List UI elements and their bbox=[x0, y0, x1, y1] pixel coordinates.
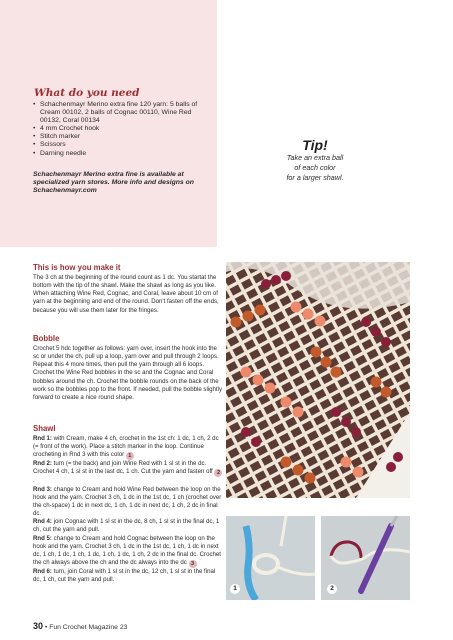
footer-bullet: • bbox=[44, 624, 48, 631]
page-footer bbox=[33, 621, 127, 631]
materials-note: Schachenmayr Merino extra fine is available at specialized yarn stores. More info and designs on Schachenmayr.com bbox=[33, 171, 194, 195]
step-badge: 2 bbox=[214, 469, 222, 477]
shawl-illustration bbox=[226, 262, 410, 498]
round-text: change to Cream and hold Cognac between the loop on the hook and the yarn. Crochet 3 ch, 1 dc in the 1st dc, 1 ch, 1 dc in next dc, 1 ch, 1 dc, 1 ch, 1 dc, 1 ch, 1 dc, 1 ch, 2 dc in the final dc. Crochet the ch always above the ch and the dc always into the dc bbox=[33, 534, 221, 567]
photo-number: 1 bbox=[230, 584, 240, 594]
how-paragraph: The 3 ch at the beginning of the round count as 1 dc. You startat the bottom with the tip of the shawl. Make the shawl as long as you like. When attaching Wine Red, Cognac, and Coral, leave about 10 cm of yarn at the beginning and end of the round. Don't fasten off the ends, because you will use them later for the fringes. bbox=[33, 274, 219, 314]
shawl-heading: Shawl bbox=[33, 424, 56, 433]
round-text: turn (= the back) and join Wine Red with 1 sl st in the dc. Crochet 4 ch, 1 sl st in the last dc, 1 ch. Cut the yarn and fasten off bbox=[33, 460, 213, 476]
round-label: Rnd 1: bbox=[33, 435, 52, 442]
list-item: • Stitch marker bbox=[33, 133, 81, 141]
magazine-name: Fun Crochet Magazine 23 bbox=[49, 624, 128, 631]
shawl-instructions: Rnd 1: with Cream, make 4 ch, crochet in the 1st ch: 1 dc, 1 ch, 2 dc (= front of the work). Place a stitch marker in the loop. Continue crocheting in Rnd 3 with this color 1 Rnd 2: turn (= the back) and join Wine Red with 1 sl st in the dc. Crochet 4 ch, 1 sl st in the last dc, 1 ch. Cut the yarn and fasten off 2. Rnd 3: change to Cream and hold Wine Red between the loop on the hook and the yarn. Crochet 3 ch, 1 dc in the 1st dc, 1 ch (crochet over the ch-space) 1 dc in next dc, 1 ch, 1 dc in next dc, 1 ch, 2 dc in final dc. Rnd 4: join Cognac with 1 sl st in the dc, 8 ch, 1 sl st in the final dc, 1 ch, cut the yarn and pull. Rnd 5: change to Cream and hold Cognac between the loop on the hook and the yarn. Crochet 3 ch, 1 dc in the 1st dc, 1 ch, 1 dc in next dc, 1 ch, 1 dc, 1 ch, 1 dc, 1 ch, 1 dc, 1 ch, 2 dc in the final dc. Crochet the ch always above the ch and the dc always into the dc 3 Rnd 6: turn, join Coral with 1 sl st in the dc, 12 ch, 1 sl st in the final dc, 1 ch, cut the yarn and pull. bbox=[33, 435, 222, 584]
step-photo-2 bbox=[321, 516, 410, 600]
tip-line: Take an extra ball bbox=[286, 153, 344, 162]
tip-text bbox=[270, 153, 360, 183]
round-text: with Cream, make 4 ch, crochet in the 1st ch: 1 dc, 1 ch, 2 dc (= front of the work). Place a stitch marker in the loop. Continue crocheting in Rnd 3 with this color bbox=[33, 435, 219, 459]
round-label: Rnd 2: bbox=[33, 460, 52, 468]
round-label: Rnd 3: bbox=[33, 485, 52, 493]
step-badge: 1 bbox=[126, 452, 134, 460]
how-heading: This is how you make it bbox=[33, 263, 121, 272]
bobble-heading: Bobble bbox=[33, 334, 60, 343]
step-badge: 3 bbox=[189, 560, 197, 568]
tip-title: Tip! bbox=[302, 137, 328, 153]
list-item: • 4 mm Crochet hook bbox=[33, 125, 100, 133]
materials-title: What do you need bbox=[34, 87, 140, 99]
list-item: • Darning needle bbox=[33, 149, 87, 157]
bobble-paragraph: Crochet 5 hdc together as follows: yarn over, insert the hook into the sc or under the ch, pull up a loop, yarn over and pull through 2 loops. Repeat this 4 more times, then pull the yarn through all 6 loops. Crochet the Wine Red bobbles in the sc and the Cognac and Coral bobbles around the ch. Crochet the bobble rounds on the back of the work so the bobbles pop to the front. If needed, pull the bobble slightly forward to create a nice round shape. bbox=[33, 345, 223, 401]
photo-number: 2 bbox=[327, 584, 337, 594]
shawl-photo bbox=[226, 262, 410, 498]
round-text: join Cognac with 1 sl st in the dc, 8 ch, 1 sl st in the final dc, 1 ch, cut the yarn and pull. bbox=[33, 518, 220, 534]
round-label: Rnd 5: bbox=[33, 534, 52, 542]
round-label: Rnd 4: bbox=[33, 518, 52, 526]
list-item: • Schachenmayr Merino extra fine 120 yarn: 5 balls of Cream 00102, 2 balls of Cognac 00110, Wine Red 00132, Coral 00134 bbox=[33, 101, 198, 125]
list-item: • Scissors bbox=[33, 141, 66, 149]
materials-list bbox=[33, 101, 213, 158]
round-text: change to Cream and hold Wine Red between the loop on the hook and the yarn. Crochet 3 ch, 1 dc in the 1st dc, 1 ch (crochet over the ch-space) 1 dc in next dc, 1 ch, 1 dc in next dc, 1 ch, 2 dc in final dc. bbox=[33, 485, 222, 518]
tip-line: of each color bbox=[294, 163, 336, 172]
tip-line: for a larger shawl. bbox=[286, 173, 344, 182]
round-text: turn, join Coral with 1 sl st in the dc, 12 ch, 1 sl st in the final dc, 1 ch, cut the yarn and pull. bbox=[33, 568, 216, 584]
page-number: 30 bbox=[33, 621, 44, 631]
step-photo-1 bbox=[226, 516, 315, 600]
round-label: Rnd 6: bbox=[33, 568, 52, 576]
